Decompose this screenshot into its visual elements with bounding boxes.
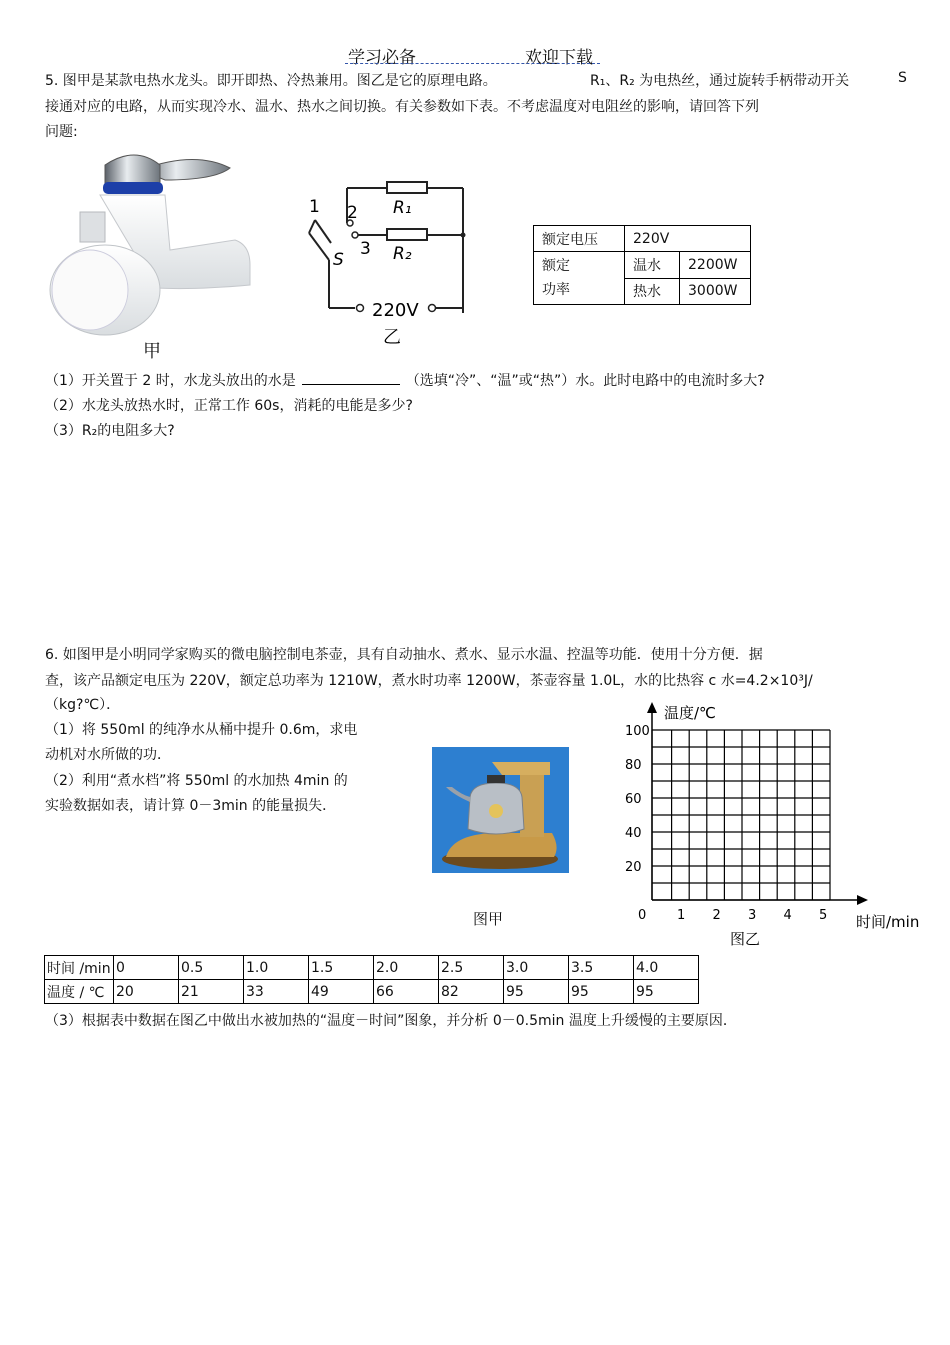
temp-cell: 82 [439,980,504,1004]
q5-line1-resistors: R₁、R₂ 为电热丝，通过旋转手柄带动开关 [590,73,850,89]
rated-voltage-value: 220V [625,226,751,252]
q5-sub1-text: （1）开关置于 2 时，水龙头放出的水是 [45,373,296,389]
q6-line2: 查，该产品额定电压为 220V，额定总功率为 1210W，煮水时功率 1200W，茶壶容量 1.0L，水的比热容 c 水=4.2×10³J/ [45,673,813,689]
hot-water-label: 热水 [625,278,680,305]
x-tick-label: 4 [783,908,792,923]
rated-power-label-1: 额定 [542,258,570,274]
hot-water-power: 3000W [680,278,751,305]
x-tick-label: 3 [748,908,757,923]
time-cell: 2.5 [439,956,504,980]
time-cell: 3.0 [504,956,569,980]
q6-sub3: （3）根据表中数据在图乙中做出水被加热的“温度－时间”图象，并分析 0－0.5min 温度上升缓慢的主要原因． [45,1013,737,1029]
answer-blank[interactable] [302,370,400,385]
faucet-parameter-table [533,225,751,305]
q5-sub3: （3）R₂的电阻多大? [45,423,175,439]
fig-a-label: 甲 [143,341,161,362]
chart-caption: 图乙 [730,930,761,948]
header-left: 学习必备 [348,48,416,68]
terminal-3-label: 3 [360,239,371,259]
fig-a-caption: 图甲 [473,910,504,928]
q6-sub1-a: （1）将 550ml 的纯净水从桶中提升 0.6m，求电 [45,722,358,738]
time-cell: 3.5 [569,956,634,980]
q6-line1: 6. 如图甲是小明同学家购买的微电脑控制电茶壶，具有自动抽水、煮水、显示水温、控温等功能．使用十分方便．据 [45,647,763,663]
header-right: 欢迎下载 [525,48,593,68]
rated-power-label [534,252,625,305]
time-cell: 2.0 [374,956,439,980]
q6-sub1-b: 动机对水所做的功． [45,747,171,763]
temp-cell: 21 [179,980,244,1004]
rated-power-label-2: 功率 [542,282,570,298]
q6-line3: （kg?℃）． [45,697,121,713]
temp-cell: 95 [504,980,569,1004]
warm-water-power: 2200W [680,252,751,279]
x-tick-label: 2 [712,908,721,923]
fig-b-label: 乙 [383,327,401,348]
time-cell: 4.0 [634,956,699,980]
temp-cell: 49 [309,980,374,1004]
r1-label: R₁ [393,198,412,218]
r2-label: R₂ [393,244,412,264]
faucet-image [45,140,260,340]
switch-s-label: S [333,250,344,270]
header-divider [345,63,600,64]
y-tick-label: 20 [625,860,642,875]
time-cell: 1.5 [309,956,374,980]
temp-cell: 33 [244,980,309,1004]
terminal-1-label: 1 [309,197,320,217]
circuit-diagram [295,175,475,350]
q5-line1-switch: S [898,70,907,86]
terminal-2-label: 2 [347,203,358,223]
q5-sub1-text-2: （选填“冷”、“温”或“热”）水。此时电路中的电流时多大? [405,373,765,389]
q5-sub1 [45,370,765,390]
voltage-label: 220V [372,300,419,321]
x-tick-label: 1 [677,908,686,923]
temperature-time-grid [620,700,920,950]
y-tick-label: 40 [625,826,642,841]
q5-sub2: （2）水龙头放热水时，正常工作 60s，消耗的电能是多少? [45,398,413,414]
warm-water-label: 温水 [625,252,680,279]
time-cell: 0 [114,956,179,980]
rated-voltage-label: 额定电压 [534,226,625,252]
time-cell: 1.0 [244,956,309,980]
y-tick-label: 100 [625,724,650,739]
heating-data-table [44,955,699,1004]
temp-header: 温度 / ℃ [45,980,114,1004]
temp-cell: 66 [374,980,439,1004]
kettle-image [432,747,569,873]
y-tick-label: 60 [625,792,642,807]
x-tick-label: 5 [819,908,828,923]
chart-y-axis-label: 温度/℃ [664,704,716,722]
temp-cell: 95 [569,980,634,1004]
q5-line2: 接通对应的电路，从而实现冷水、温水、热水之间切换。有关参数如下表。不考虑温度对电阻丝的影响，请回答下列 [45,99,759,115]
q5-line1: 5. 图甲是某款电热水龙头。即开即热、冷热兼用。图乙是它的原理电路。 [45,73,497,89]
q6-sub2-a: （2）利用“煮水档”将 550ml 的水加热 4min 的 [45,773,348,789]
time-cell: 0.5 [179,956,244,980]
temp-cell: 20 [114,980,179,1004]
time-header: 时间 /min [45,956,114,980]
q5-line3: 问题: [45,124,78,140]
temp-cell: 95 [634,980,699,1004]
x-tick-label: 0 [638,908,647,923]
q6-sub2-b: 实验数据如表，请计算 0－3min 的能量损失． [45,798,337,814]
chart-x-axis-label: 时间/min [856,913,920,931]
y-tick-label: 80 [625,758,642,773]
